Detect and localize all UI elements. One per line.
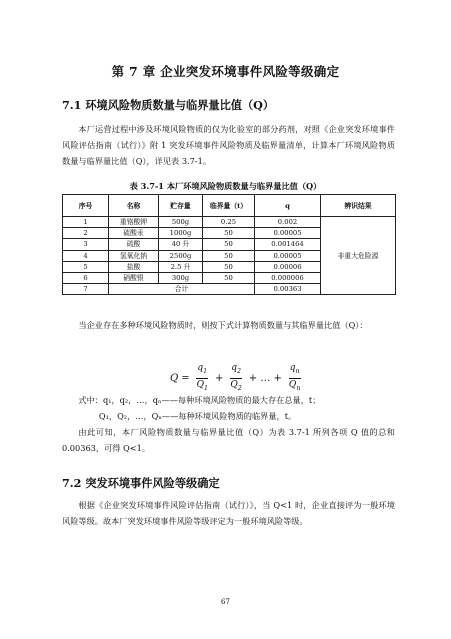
table-row	[63, 217, 396, 228]
formula-term-1: $\frac{q_1}{Q_1}$	[196, 363, 208, 392]
cell-name: 硫酸汞	[109, 228, 159, 239]
cell-q: 0.00005	[255, 250, 321, 261]
cell-index: 6	[63, 272, 109, 283]
cell-threshold: 0.25	[203, 217, 255, 228]
risk-level-paragraph	[62, 497, 395, 529]
cell-total-label: 合计	[109, 284, 255, 295]
cell-name: 盐酸	[109, 261, 159, 272]
cell-threshold: 50	[203, 228, 255, 239]
header-name: 名称	[109, 195, 159, 217]
cell-name: 重铬酸钾	[109, 217, 159, 228]
table-header-row	[63, 195, 396, 217]
cell-q: 0.00006	[255, 261, 321, 272]
cell-threshold: 50	[203, 261, 255, 272]
intro-paragraph	[62, 121, 395, 169]
multi-substance-paragraph	[62, 317, 395, 333]
formula-term-2: $\frac{q_2}{Q_2}$	[230, 363, 242, 392]
table-caption: 表 3.7-1 本厂环境风险物质数量与临界量比值（Q）	[129, 181, 322, 191]
intro-text: 本厂运营过程中涉及环境风险物质的仅为化验室的部分药剂，对照《企业突发环境事件风险评估指南（试行）》附 1 突发环境事件风险物质及临界量清单，计算本厂环境风险物质数量与临界量比值（Q），详见表 3.7-1。	[62, 124, 395, 166]
page-number: 67	[221, 598, 230, 606]
formula-where-line-2: Q₁，Q₂，…，Qₙ——每种环境风险物质的临界量，t。	[98, 411, 297, 421]
cell-index: 3	[63, 239, 109, 250]
header-q: q	[255, 195, 321, 217]
cell-storage: 2.5 升	[159, 261, 203, 272]
cell-index: 4	[63, 250, 109, 261]
cell-q: 0.001464	[255, 239, 321, 250]
formula-equals: =	[181, 372, 190, 384]
formula-legend	[62, 392, 395, 456]
header-index: 序号	[63, 195, 109, 217]
cell-index: 5	[63, 261, 109, 272]
header-threshold: 临界量（t）	[203, 195, 255, 217]
cell-total-value: 0.00363	[255, 284, 321, 295]
conclusion-text: 由此可知，本厂风险物质数量与临界量比值（Q）为表 3.7-1 所列各项 Q 值的总和 0.00363，可得 Q<1。	[62, 427, 395, 453]
section-heading-7-1: 7.1 环境风险物质数量与临界量比值（Q）	[62, 98, 275, 112]
cell-threshold: 50	[203, 250, 255, 261]
cell-index: 7	[63, 284, 109, 295]
cell-storage: 2500g	[159, 250, 203, 261]
q-ratio-formula	[170, 362, 304, 395]
formula-plus: +	[215, 372, 224, 384]
cell-storage: 40 升	[159, 239, 203, 250]
cell-name: 氢氧化钠	[109, 250, 159, 261]
formula-where-line-1: 式中：q₁，q₂，…，qₙ——每种环境风险物质的最大存在总量，t；	[78, 395, 321, 405]
cell-index: 1	[63, 217, 109, 228]
multi-substance-text: 当企业存在多种环境风险物质时，则按下式计算物质数量与其临界量比值（Q）：	[78, 320, 368, 330]
cell-name: 硫酸	[109, 239, 159, 250]
header-result: 辨识结果	[321, 195, 396, 217]
cell-threshold: 50	[203, 272, 255, 283]
cell-q: 0.00005	[255, 228, 321, 239]
cell-q: 0.002	[255, 217, 321, 228]
section-heading-7-2: 7.2 突发环境事件风险等级确定	[62, 476, 220, 490]
risk-substance-table	[62, 194, 396, 295]
cell-result-merged: 非重大危险源	[321, 217, 396, 295]
cell-q: 0.000006	[255, 272, 321, 283]
risk-level-text: 根据《企业突发环境事件风险评估指南（试行）》，当 Q<1 时，企业直接评为一般环境风险等级。故本厂突发环境事件风险等级评定为一般环境风险等级。	[62, 500, 395, 526]
formula-term-n: $\frac{q_n}{Q_n}$	[288, 363, 301, 392]
cell-storage: 1000g	[159, 228, 203, 239]
cell-storage: 500g	[159, 217, 203, 228]
chapter-title: 第 7 章 企业突发环境事件风险等级确定	[111, 64, 340, 79]
cell-name: 硝酸银	[109, 272, 159, 283]
cell-index: 2	[63, 228, 109, 239]
cell-threshold: 50	[203, 239, 255, 250]
cell-storage: 300g	[159, 272, 203, 283]
formula-lhs: Q	[170, 372, 179, 384]
header-storage: 贮存量	[159, 195, 203, 217]
formula-ellipsis: + … +	[248, 372, 282, 384]
